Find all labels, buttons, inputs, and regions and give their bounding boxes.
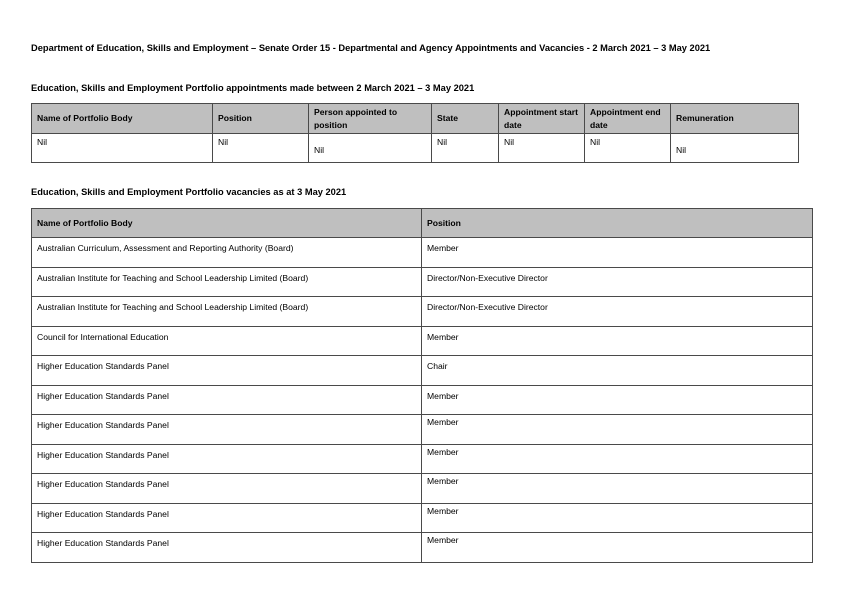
table-cell: Higher Education Standards Panel [32, 474, 422, 504]
table-cell: Nil [499, 134, 585, 163]
table-cell: Higher Education Standards Panel [32, 415, 422, 445]
table-cell: Australian Institute for Teaching and School Leadership Limited (Board) [32, 297, 422, 327]
column-header: Appointment end date [585, 104, 671, 134]
table-cell: Nil [432, 134, 499, 163]
appointments-table [31, 103, 799, 163]
appointments-header-row [32, 104, 799, 134]
table-row [32, 503, 813, 533]
table-cell: Nil [671, 134, 799, 163]
table-row [32, 134, 799, 163]
table-row [32, 474, 813, 504]
table-cell: Higher Education Standards Panel [32, 533, 422, 563]
table-cell: Nil [32, 134, 213, 163]
table-cell: Member [422, 385, 813, 415]
table-cell: Member [422, 415, 813, 445]
table-cell: Member [422, 444, 813, 474]
table-row [32, 297, 813, 327]
table-row [32, 326, 813, 356]
table-cell: Higher Education Standards Panel [32, 356, 422, 386]
table-cell: Member [422, 503, 813, 533]
column-header: State [432, 104, 499, 134]
table-cell: Higher Education Standards Panel [32, 503, 422, 533]
table-cell: Higher Education Standards Panel [32, 385, 422, 415]
table-cell: Member [422, 238, 813, 268]
column-header: Position [422, 209, 813, 238]
table-cell: Director/Non-Executive Director [422, 297, 813, 327]
document-title: Department of Education, Skills and Employment – Senate Order 15 - Departmental and Agency Appointments and Vacancies - 2 March 2021 – 3 May 2021 [31, 43, 711, 53]
table-row [32, 238, 813, 268]
column-header: Appointment start date [499, 104, 585, 134]
column-header: Name of Portfolio Body [32, 104, 213, 134]
table-row [32, 444, 813, 474]
column-header: Position [213, 104, 309, 134]
appointments-heading: Education, Skills and Employment Portfolio appointments made between 2 March 2021 – 3 May 2021 [31, 83, 475, 93]
vacancies-heading: Education, Skills and Employment Portfolio vacancies as at 3 May 2021 [31, 187, 347, 197]
table-cell: Nil [213, 134, 309, 163]
table-cell: Chair [422, 356, 813, 386]
table-row [32, 356, 813, 386]
table-cell: Member [422, 326, 813, 356]
table-cell: Nil [309, 134, 432, 163]
table-cell: Director/Non-Executive Director [422, 267, 813, 297]
table-row [32, 533, 813, 563]
table-cell: Nil [585, 134, 671, 163]
table-cell: Member [422, 533, 813, 563]
vacancies-table [31, 208, 813, 563]
table-row [32, 267, 813, 297]
table-cell: Member [422, 474, 813, 504]
table-cell: Australian Institute for Teaching and School Leadership Limited (Board) [32, 267, 422, 297]
column-header: Name of Portfolio Body [32, 209, 422, 238]
table-row [32, 385, 813, 415]
vacancies-header-row [32, 209, 813, 238]
table-cell: Australian Curriculum, Assessment and Reporting Authority (Board) [32, 238, 422, 268]
table-cell: Higher Education Standards Panel [32, 444, 422, 474]
column-header: Remuneration [671, 104, 799, 134]
column-header: Person appointed to position [309, 104, 432, 134]
table-row [32, 415, 813, 445]
table-cell: Council for International Education [32, 326, 422, 356]
